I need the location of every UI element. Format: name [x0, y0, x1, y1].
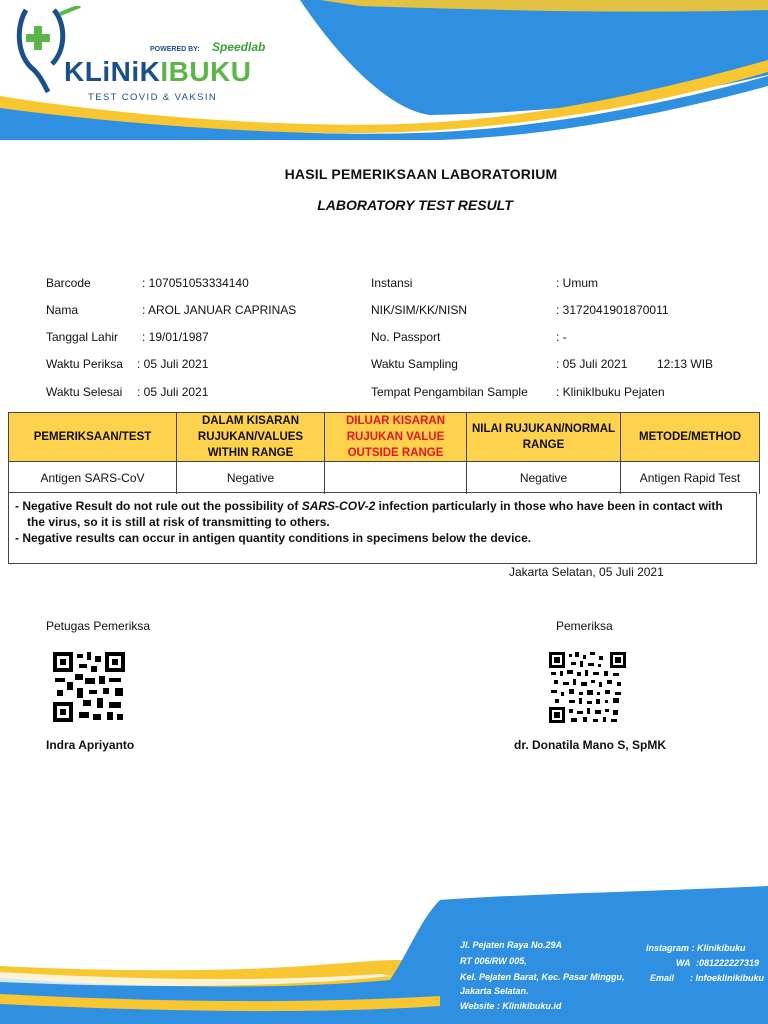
footer-address-line-4: Jakarta Selatan. [460, 986, 529, 996]
footer-website: Website : Klinikibuku.id [460, 1001, 562, 1011]
left-signer-role: Petugas Pemeriksa [46, 619, 151, 633]
powered-by-label: POWERED BY: [150, 46, 200, 53]
footer-wa-value: :081222227319 [696, 958, 760, 968]
header-within-range: DALAM KISARAN RUJUKAN/VALUES WITHIN RANGE [177, 413, 325, 462]
table-row [9, 462, 760, 495]
clinic-logo [14, 6, 274, 106]
finish-time-value: : 05 Juli 2021 [137, 385, 209, 399]
right-signer-role: Pemeriksa [556, 619, 613, 633]
footer-instagram: instagram : Klinikibuku [646, 943, 746, 953]
header-normal-range: NILAI RUJUKAN/NORMAL RANGE [467, 413, 621, 462]
barcode-label: Barcode [46, 276, 91, 290]
barcode-value: : 107051053334140 [142, 276, 249, 290]
brand-name-part1: KLiNiK [64, 56, 161, 87]
note-line-1-suffix: infection particularly in those who have been in contact with [375, 499, 723, 513]
place-date: Jakarta Selatan, 05 Juli 2021 [509, 565, 664, 579]
note-line-1-virus: SARS-COV-2 [301, 499, 376, 513]
passport-label: No. Passport [371, 330, 441, 344]
footer-address-line-3: Kel. Pejaten Barat, Kec. Pasar Minggu, [460, 972, 625, 982]
footer-wa-label: WA [676, 958, 691, 968]
footer-email-value: : Infoeklinikibuku [690, 973, 765, 983]
name-value: : AROL JANUAR CAPRINAS [142, 303, 297, 317]
birthdate-value: : 19/01/1987 [142, 330, 209, 344]
institution-label: Instansi [371, 276, 413, 290]
table-header-row [9, 413, 760, 462]
right-signature-qr-code [549, 652, 626, 723]
id-number-value: : 3172041901870011 [556, 303, 669, 317]
birthdate-label: Tanggal Lahir [46, 330, 119, 344]
note-line-2: the virus, so it is still at risk of transmitting to others. [27, 515, 330, 529]
sampling-time-label: Waktu Sampling [371, 357, 458, 371]
exam-time-label: Waktu Periksa [46, 357, 123, 371]
brand-name-part2: IBUKU [160, 56, 252, 87]
brand-tagline: TEST COVID & VAKSIN [88, 92, 218, 103]
cell-outside-range [325, 462, 467, 495]
sampling-clock-value: 12:13 WIB [657, 357, 714, 371]
id-number-label: NIK/SIM/KK/NISN [371, 303, 468, 317]
passport-value: : - [556, 330, 567, 344]
note-line-1-prefix: - Negative Result do not rule out the possibility of [15, 499, 302, 513]
left-signature-qr-code [53, 652, 125, 722]
cell-within-range: Negative [177, 462, 325, 495]
left-signer-name: Indra Apriyanto [46, 738, 135, 752]
result-notes [8, 492, 757, 564]
sample-location-value: : KlinikIbuku Pejaten [556, 385, 665, 399]
footer-address-line-2: RT 006/RW 005, [460, 956, 527, 966]
brand-name [64, 56, 252, 88]
header-outside-range: DILUAR KISARAN RUJUKAN VALUE OUTSIDE RANGE [325, 413, 467, 462]
right-signer-name: dr. Donatila Mano S, SpMK [514, 738, 667, 752]
sampling-time-value: : 05 Juli 2021 [556, 357, 628, 371]
sample-location-label: Tempat Pengambilan Sample [371, 385, 528, 399]
note-line-3: - Negative results can occur in antigen quantity conditions in specimens below the device. [15, 531, 532, 545]
document-title: HASIL PEMERIKSAAN LABORATORIUM [284, 166, 558, 182]
exam-time-value: : 05 Juli 2021 [137, 357, 209, 371]
header-test: PEMERIKSAAN/TEST [9, 413, 177, 462]
name-label: Nama [46, 303, 79, 317]
partner-name: Speedlab [212, 40, 266, 54]
cell-test: Antigen SARS-CoV [9, 462, 177, 495]
footer-address-line-1: Jl. Pejaten Raya No.29A [460, 940, 563, 950]
document-subtitle: LABORATORY TEST RESULT [317, 197, 513, 213]
cell-method: Antigen Rapid Test [621, 462, 760, 495]
cell-normal-range: Negative [467, 462, 621, 495]
result-table [8, 412, 760, 494]
header-method: METODE/METHOD [621, 413, 760, 462]
finish-time-label: Waktu Selesai [46, 385, 123, 399]
note-line-1 [15, 498, 750, 514]
institution-value: : Umum [556, 276, 598, 290]
footer-email-label: Email [650, 973, 675, 983]
